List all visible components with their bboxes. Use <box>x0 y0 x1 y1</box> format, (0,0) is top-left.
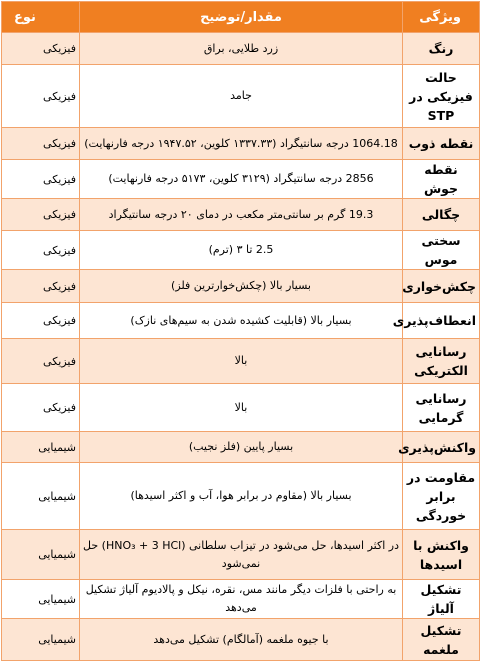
row-property: مقاومت در برابر خوردگی <box>403 463 480 530</box>
row-property: سختی موس <box>403 231 480 270</box>
table-row <box>2 303 480 339</box>
row-type: فیزیکی <box>2 303 80 339</box>
row-property: رنگ <box>403 33 480 65</box>
row-description: بسیار بالا (قابلیت کشیده شدن به سیم‌های نازک) <box>80 303 403 339</box>
row-type: شیمیایی <box>2 530 80 580</box>
table-row <box>2 33 480 65</box>
row-type: فیزیکی <box>2 33 80 65</box>
row-description: 1064.18 درجه سانتیگراد (۱۳۳۷.۳۳ کلوین، ۱۹۴۷.۵۲ درجه فارنهایت) <box>80 128 403 160</box>
row-description: جامد <box>80 65 403 128</box>
row-description: با جیوه ملغمه (آمالگام) تشکیل می‌دهد <box>80 619 403 661</box>
row-property: حالت فیزیکی در STP <box>403 65 480 128</box>
row-description: به راحتی با فلزات دیگر مانند مس، نقره، نیکل و پالادیوم آلیاژ تشکیل می‌دهد <box>80 580 403 619</box>
row-description: 2856 درجه سانتیگراد (۳۱۲۹ کلوین، ۵۱۷۳ درجه فارنهایت) <box>80 160 403 199</box>
row-description: زرد طلایی، براق <box>80 33 403 65</box>
row-type: شیمیایی <box>2 580 80 619</box>
row-type: شیمیایی <box>2 619 80 661</box>
row-description: بسیار بالا (مقاوم در برابر هوا، آب و اکثر اسیدها) <box>80 463 403 530</box>
header-type: نوع <box>2 2 80 33</box>
row-type: فیزیکی <box>2 160 80 199</box>
row-description: 2.5 تا ۳ (ترم) <box>80 231 403 270</box>
table-row <box>2 160 480 199</box>
row-description: بالا <box>80 339 403 384</box>
row-property: تشکیل ملغمه <box>403 619 480 661</box>
row-type: فیزیکی <box>2 199 80 231</box>
row-property: چکش‌خواری <box>403 270 480 303</box>
row-description: بالا <box>80 384 403 432</box>
table-row <box>2 270 480 303</box>
table-row <box>2 384 480 432</box>
row-description: در اکثر اسیدها، حل می‌شود در تیزاب سلطانی (HNO₃ + 3 HCl) حل نمی‌شود <box>80 530 403 580</box>
header-property: ویژگی <box>403 2 480 33</box>
header-description: مقدار/توضیح <box>80 2 403 33</box>
table-row <box>2 128 480 160</box>
table-row <box>2 339 480 384</box>
table-header-row <box>2 2 480 33</box>
table-row <box>2 580 480 619</box>
table-row <box>2 199 480 231</box>
row-type: فیزیکی <box>2 231 80 270</box>
row-property: واکنش با اسیدها <box>403 530 480 580</box>
row-type: فیزیکی <box>2 128 80 160</box>
table-row <box>2 231 480 270</box>
row-type: فیزیکی <box>2 384 80 432</box>
row-type: شیمیایی <box>2 463 80 530</box>
row-description: بسیار بالا (چکش‌خوارترین فلز) <box>80 270 403 303</box>
row-property: چگالی <box>403 199 480 231</box>
gold-properties-table <box>1 1 480 661</box>
row-description: 19.3 گرم بر سانتی‌متر مکعب در دمای ۲۰ درجه سانتیگراد <box>80 199 403 231</box>
row-property: انعطاف‌پذیری <box>403 303 480 339</box>
row-type: شیمیایی <box>2 432 80 463</box>
table-row <box>2 65 480 128</box>
table-row <box>2 432 480 463</box>
row-description: بسیار پایین (فلز نجیب) <box>80 432 403 463</box>
row-property: رسانایی گرمایی <box>403 384 480 432</box>
row-property: نقطه ذوب <box>403 128 480 160</box>
row-property: تشکیل آلیاژ <box>403 580 480 619</box>
row-property: نقطه جوش <box>403 160 480 199</box>
row-type: فیزیکی <box>2 65 80 128</box>
row-type: فیزیکی <box>2 339 80 384</box>
row-type: فیزیکی <box>2 270 80 303</box>
table-row <box>2 530 480 580</box>
row-property: رسانایی الکتریکی <box>403 339 480 384</box>
row-property: واکنش‌پذیری <box>403 432 480 463</box>
table-row <box>2 619 480 661</box>
gold-properties-table-container <box>1 1 479 666</box>
table-row <box>2 463 480 530</box>
